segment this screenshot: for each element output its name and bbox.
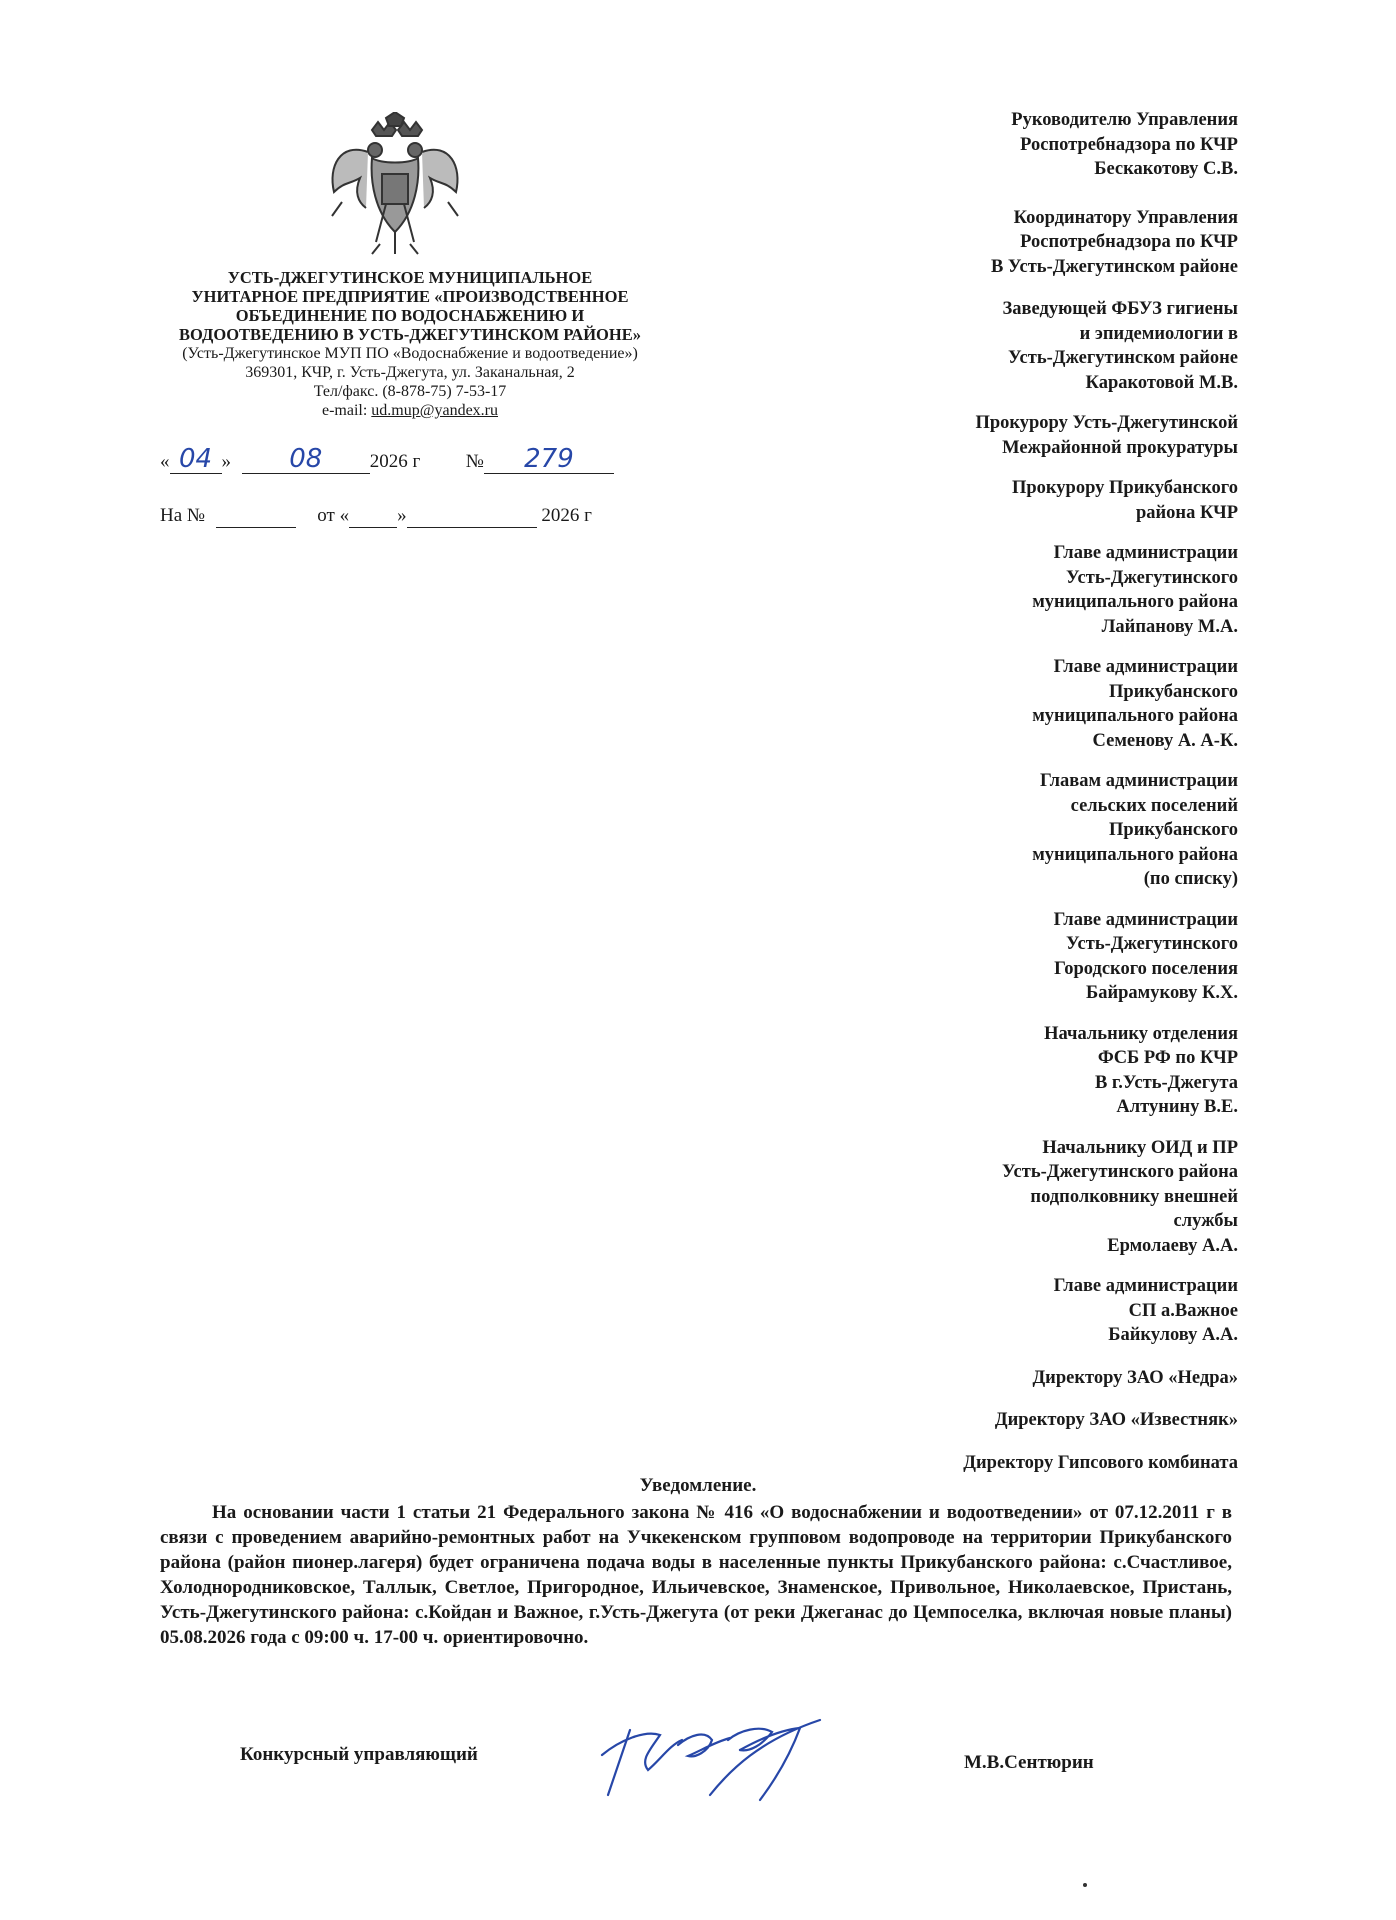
org-name-line: УСТЬ-ДЖЕГУТИНСКОЕ МУНИЦИПАЛЬНОЕ: [227, 268, 593, 287]
recipient-line: Главе администрации: [1053, 543, 1238, 563]
recipients-list: [678, 92, 1238, 1475]
recipient-block: [678, 476, 1238, 525]
recipient-line: Главе администрации: [1053, 909, 1238, 930]
recipient-line: Каракотовой М.В.: [1085, 372, 1238, 393]
recipient-line: Усть-Джегутинского: [1065, 934, 1238, 954]
state-emblem-icon: [320, 112, 470, 262]
recipient-block: [678, 1022, 1238, 1120]
reply-no-label: На №: [160, 505, 206, 526]
recipient-block: [678, 1408, 1238, 1433]
recipient-block: [678, 1366, 1238, 1391]
recipient-line: Бескакотову С.В.: [1094, 159, 1238, 179]
recipient-line: и эпидемиологии в: [1079, 323, 1238, 344]
reply-month-blank: [407, 505, 537, 528]
recipient-block: [678, 1451, 1238, 1476]
org-email-line: [140, 401, 680, 420]
recipient-line: Роспотребнадзора по КЧР: [1020, 134, 1238, 155]
recipient-line: Байрамукову К.Х.: [1086, 983, 1238, 1003]
recipient-line: Роспотребнадзора по КЧР: [1020, 232, 1238, 252]
recipient-line: Байкулову А.А.: [1108, 1325, 1238, 1345]
date-year: 2026 г: [369, 451, 421, 472]
recipient-line: Усть-Джегутинском районе: [1007, 348, 1238, 368]
recipient-line: Алтунину В.Е.: [1116, 1097, 1238, 1117]
recipient-line: Усть-Джегутинского: [1065, 567, 1238, 588]
org-name-line: УНИТАРНОЕ ПРЕДПРИЯТИЕ «ПРОИЗВОДСТВЕННОЕ: [191, 287, 629, 306]
recipient-line: Прокурору Усть-Джегутинской: [975, 413, 1238, 433]
recipient-line: Директору ЗАО «Известняк»: [994, 1410, 1238, 1430]
reply-from-label: от «: [317, 505, 350, 526]
recipient-block: [678, 1274, 1238, 1348]
recipient-line: сельских поселений: [1070, 795, 1238, 816]
org-phone: Тел/факс. (8-878-75) 7-53-17: [313, 383, 507, 400]
outgoing-ref-row: [160, 444, 614, 474]
recipient-line: ФСБ РФ по КЧР: [1097, 1048, 1238, 1068]
handwritten-signature: [590, 1700, 840, 1810]
recipient-line: Руководителю Управления: [1011, 110, 1238, 130]
email-link[interactable]: ud.mup@yandex.ru: [371, 402, 499, 419]
recipient-line: Прокурору Прикубанского: [1011, 478, 1238, 498]
recipient-line: муниципального района: [1032, 592, 1238, 612]
scan-dot: [1083, 1883, 1087, 1887]
recipient-line: Главе администрации: [1053, 1276, 1238, 1296]
notice-body: На основании части 1 статьи 21 Федерального закона № 416 «О водоснабжении и водоотведении» от 07.12.2011 г в связи с проведением аварийно-ремонтных работ на Учкекенском групповом водопроводе на территории Прикубанского района (район пионер.лагеря) будет ограничена подача воды в населенные пункты Прикубанского района: с.Счастливое, Холоднородниковское, Таллык, Светлое, Пригородное, Ильичевское, Знаменское, Привольное, Николаевское, Пристань, Усть-Джегутинского района: с.Койдан и Важное, г.Усть-Джегута (от реки Джеганас до Цемпоселка, включая новые планы) 05.08.2026 года с 09:00 ч. 17-00 ч. ориентировочно.: [160, 1502, 1232, 1648]
recipient-block: [678, 411, 1238, 460]
doc-number: 279: [524, 444, 574, 474]
org-address: 369301, КЧР, г. Усть-Джегута, ул. Заканальная, 2: [245, 364, 575, 381]
recipient-block: [678, 769, 1238, 892]
recipient-line: В Усть-Джегутинском районе: [990, 256, 1238, 277]
recipient-block: [678, 1136, 1238, 1259]
recipient-line: Директору Гипсового комбината: [963, 1452, 1238, 1473]
date-month: 08: [289, 444, 323, 474]
recipient-line: (по списку): [1143, 869, 1238, 889]
org-short-name: (Усть-Джегутинское МУП ПО «Водоснабжение и водоотведение»): [182, 345, 638, 362]
date-open-quote: «: [160, 451, 170, 472]
org-name-line: ОБЪЕДИНЕНИЕ ПО ВОДОСНАБЖЕНИЮ И: [235, 306, 585, 325]
recipient-line: района КЧР: [1135, 502, 1238, 523]
email-label: e-mail:: [321, 402, 368, 419]
signatory-name: М.В.Сентюрин: [964, 1752, 1094, 1773]
recipient-line: Городского поселения: [1054, 958, 1238, 979]
recipient-line: Прикубанского: [1109, 681, 1238, 702]
recipient-line: Директору ЗАО «Недра»: [1032, 1367, 1238, 1388]
recipient-line: Главам администрации: [1039, 771, 1238, 791]
org-name-line: ВОДООТВЕДЕНИЮ В УСТЬ-ДЖЕГУТИНСКОМ РАЙОНЕ»: [179, 325, 641, 344]
signatory-role: Конкурсный управляющий: [240, 1744, 478, 1765]
reply-ref-row: [160, 505, 592, 528]
recipient-line: Межрайонной прокуратуры: [1002, 437, 1238, 458]
reply-year: 2026 г: [541, 505, 592, 526]
recipient-line: Лайпанову М.А.: [1101, 616, 1238, 637]
number-label: №: [465, 451, 484, 472]
reply-no-blank: [216, 505, 296, 528]
recipient-line: Заведующей ФБУЗ гигиены: [1002, 299, 1238, 319]
recipient-line: Начальнику ОИД и ПР: [1042, 1137, 1238, 1158]
recipient-line: Главе администрации: [1053, 657, 1238, 677]
date-day: 04: [178, 444, 213, 474]
reply-close-quote: »: [397, 505, 407, 526]
recipient-line: подполковнику внешней: [1030, 1186, 1238, 1207]
recipient-line: Координатору Управления: [1013, 207, 1238, 228]
recipient-block: [678, 655, 1238, 753]
recipient-block: [678, 908, 1238, 1006]
recipient-line: Семенову А. А-К.: [1092, 730, 1238, 751]
recipient-line: муниципального района: [1032, 706, 1238, 726]
reply-day-blank: [349, 505, 397, 528]
recipient-line: муниципального района: [1032, 844, 1238, 865]
recipient-line: Усть-Джегутинского района: [1001, 1162, 1238, 1182]
recipient-block: [678, 541, 1238, 639]
notice-title: Уведомление.: [639, 1475, 757, 1496]
sender-block: [140, 268, 680, 420]
recipient-line: Прикубанского: [1109, 820, 1238, 840]
date-close-quote: »: [221, 451, 231, 472]
recipient-line: Ермолаеву А.А.: [1107, 1235, 1238, 1256]
recipient-line: Начальнику отделения: [1044, 1023, 1238, 1044]
recipient-line: службы: [1173, 1211, 1238, 1231]
recipient-block: [678, 206, 1238, 280]
recipient-line: В г.Усть-Джегута: [1094, 1072, 1238, 1093]
recipient-block: [678, 108, 1238, 182]
recipient-block: [678, 297, 1238, 395]
recipient-line: СП а.Важное: [1128, 1300, 1238, 1321]
